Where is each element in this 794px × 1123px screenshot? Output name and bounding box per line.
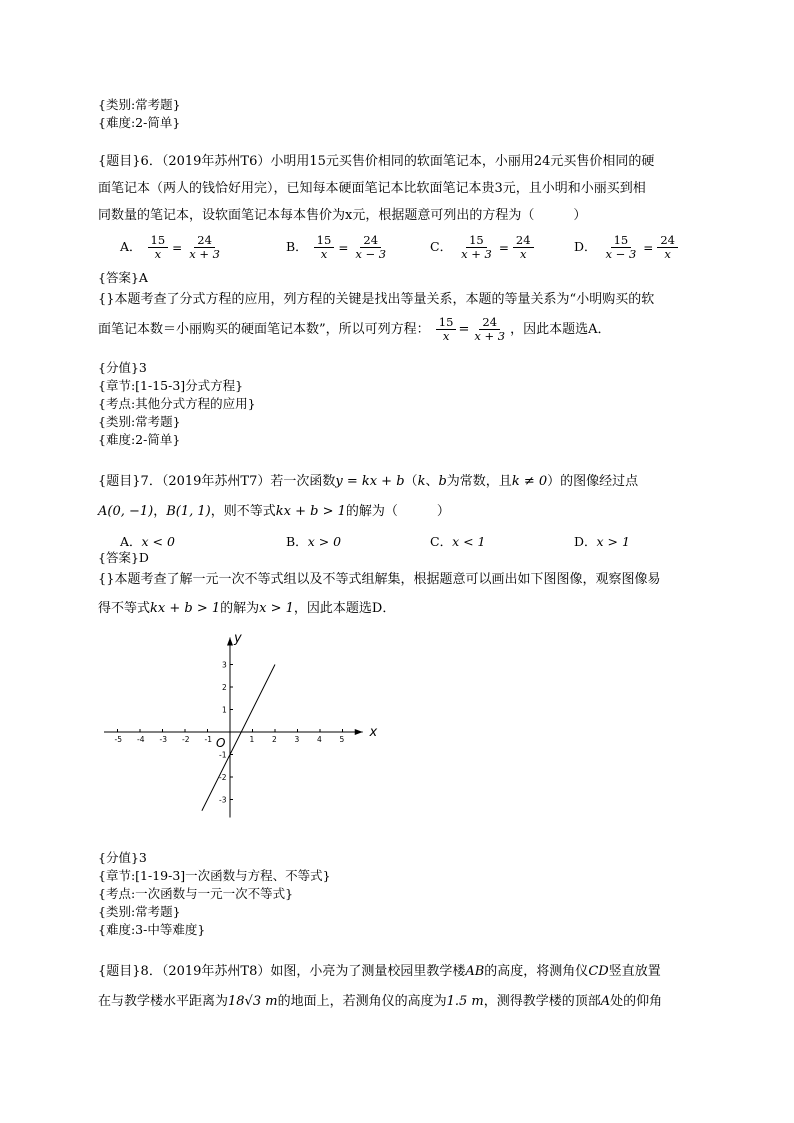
fraction: $\frac{24}{x - 3}$ (355, 233, 387, 261)
q7-option-d: D．x > 1 (574, 534, 630, 549)
q6-text-line-1: {题目}6．（2019年苏州T6）小明用15元买售价相同的软面笔记本，小丽用24元买售价相同的硬 (98, 154, 655, 169)
x-tick-label: -1 (204, 735, 212, 744)
option-letter: C． (430, 239, 453, 254)
q6-text-line-3: 同数量的笔记本，设软面笔记本每本售价为x元，根据题意可列出的方程为（ ） (98, 208, 587, 223)
x-tick-label: -3 (159, 735, 167, 744)
x-tick-label: -5 (114, 735, 122, 744)
fraction: $\frac{15}{x}$ (436, 316, 457, 343)
q6-text-line-2: 面笔记本（两人的钱恰好用完），已知每本硬面笔记本比软面笔记本贵3元，且小明和小丽买到相 (98, 181, 646, 196)
q8-text-line-2: 在与教学楼水平距离为18√3 m的地面上，若测角仪的高度为1.5 m，测得教学楼的顶部A处的仰角 (98, 994, 663, 1009)
fraction: $\frac{24}{x + 3}$ (474, 315, 506, 343)
q6-option-b: B． $\frac{15}{x}$ = $\frac{24}{x - 3}$ (286, 234, 391, 261)
y-tick-label: -3 (219, 795, 227, 805)
q6-chapter: {章节:[1-15-3]分式方程} (98, 378, 244, 393)
fraction: $\frac{15}{x}$ (314, 234, 335, 261)
category-tag: {类别:常考题} (98, 97, 181, 112)
q7-difficulty: {难度:3-中等难度} (98, 922, 206, 937)
y-tick-label: 3 (222, 660, 227, 670)
q7-option-c: C．x < 1 (430, 534, 486, 549)
explanation-text: ，因此本题选A． (510, 322, 611, 337)
fraction: $\frac{15}{x + 3}$ (461, 233, 492, 261)
fraction: $\frac{24}{x}$ (513, 234, 534, 261)
q6-score: {分值}3 (98, 360, 147, 375)
q7-option-b: B．x > 0 (286, 534, 342, 549)
x-axis-arrow (355, 729, 363, 735)
x-tick-label: 3 (294, 735, 300, 744)
y-tick-label: -2 (219, 773, 227, 782)
option-letter: D． (574, 239, 597, 254)
q6-option-c: C． $\frac{15}{x + 3}$ = $\frac{24}{x}$ (430, 234, 536, 261)
q7-category: {类别:常考题} (98, 904, 181, 919)
q6-category: {类别:常考题} (98, 414, 181, 429)
x-tick-label: 1 (249, 735, 255, 744)
origin-label: O (216, 736, 226, 750)
function-line (202, 665, 275, 811)
difficulty-tag: {难度:2-简单} (98, 115, 181, 130)
q7-score: {分值}3 (98, 850, 147, 865)
y-tick-label: 1 (222, 705, 227, 715)
x-tick-label: -2 (182, 735, 190, 744)
q7-text-line-1: {题目}7．（2019年苏州T7）若一次函数y = kx + b（k、b为常数，且k ≠ 0）的图像经过点 (98, 474, 639, 489)
x-tick-label: 5 (339, 735, 345, 744)
x-tick-label: 2 (272, 735, 277, 744)
y-tick-label: 2 (222, 683, 227, 692)
q7-text-line-2: A(0, −1)，B(1, 1)，则不等式kx + b > 1的解为（ ） (98, 504, 450, 519)
q7-explanation-line-2: 得不等式kx + b > 1的解为x > 1，因此本题选D． (98, 601, 396, 616)
q7-explanation-line-1: {}本题考查了解一元一次不等式组以及不等式组解集，根据题意可以画出如下图图像，观察图像易 (98, 572, 661, 587)
q7-option-a: A．x < 0 (120, 534, 175, 549)
x-tick-label: 4 (317, 735, 322, 744)
x-tick-label: -4 (137, 735, 145, 744)
linear-function-graph (96, 628, 376, 818)
q6-explanation-line-2: 面笔记本数＝小丽购买的硬面笔记本数”，所以可列方程： $\frac{15}{x}$ = $\frac{24}{x + 3}$ ，因此本题选A． (98, 315, 611, 343)
fraction: $\frac{15}{x}$ (148, 234, 169, 261)
fraction: $\frac{24}{x}$ (657, 234, 678, 261)
q7-chapter: {章节:[1-19-3]一次函数与方程、不等式} (98, 868, 331, 883)
y-axis-arrow (227, 638, 233, 646)
y-axis-label: y (234, 631, 242, 646)
q8-text-line-1: {题目}8．（2019年苏州T8）如图，小亮为了测量校园里教学楼AB的高度，将测角仪CD竖直放置 (98, 964, 661, 979)
q6-option-d: D． $\frac{15}{x - 3}$ = $\frac{24}{x}$ (574, 234, 680, 261)
option-letter: A． (120, 239, 142, 254)
fraction: $\frac{24}{x + 3}$ (189, 233, 220, 261)
option-letter: B． (286, 239, 308, 254)
fraction: $\frac{15}{x - 3}$ (605, 233, 637, 261)
q7-answer: {答案}D (98, 550, 149, 565)
y-tick-label: -1 (219, 750, 227, 760)
q6-difficulty: {难度:2-简单} (98, 432, 181, 447)
x-axis-label: x (369, 725, 378, 740)
q6-explanation-line-1: {}本题考查了分式方程的应用，列方程的关键是找出等量关系，本题的等量关系为“小明购买的软 (98, 292, 655, 307)
explanation-text: 面笔记本数＝小丽购买的硬面笔记本数”，所以可列方程： (98, 322, 430, 337)
q6-option-a: A． $\frac{15}{x}$ = $\frac{24}{x + 3}$ (120, 234, 225, 261)
q7-point: {考点:一次函数与一元一次不等式} (98, 886, 294, 901)
q6-point: {考点:其他分式方程的应用} (98, 396, 256, 411)
q6-answer: {答案}A (98, 270, 148, 285)
